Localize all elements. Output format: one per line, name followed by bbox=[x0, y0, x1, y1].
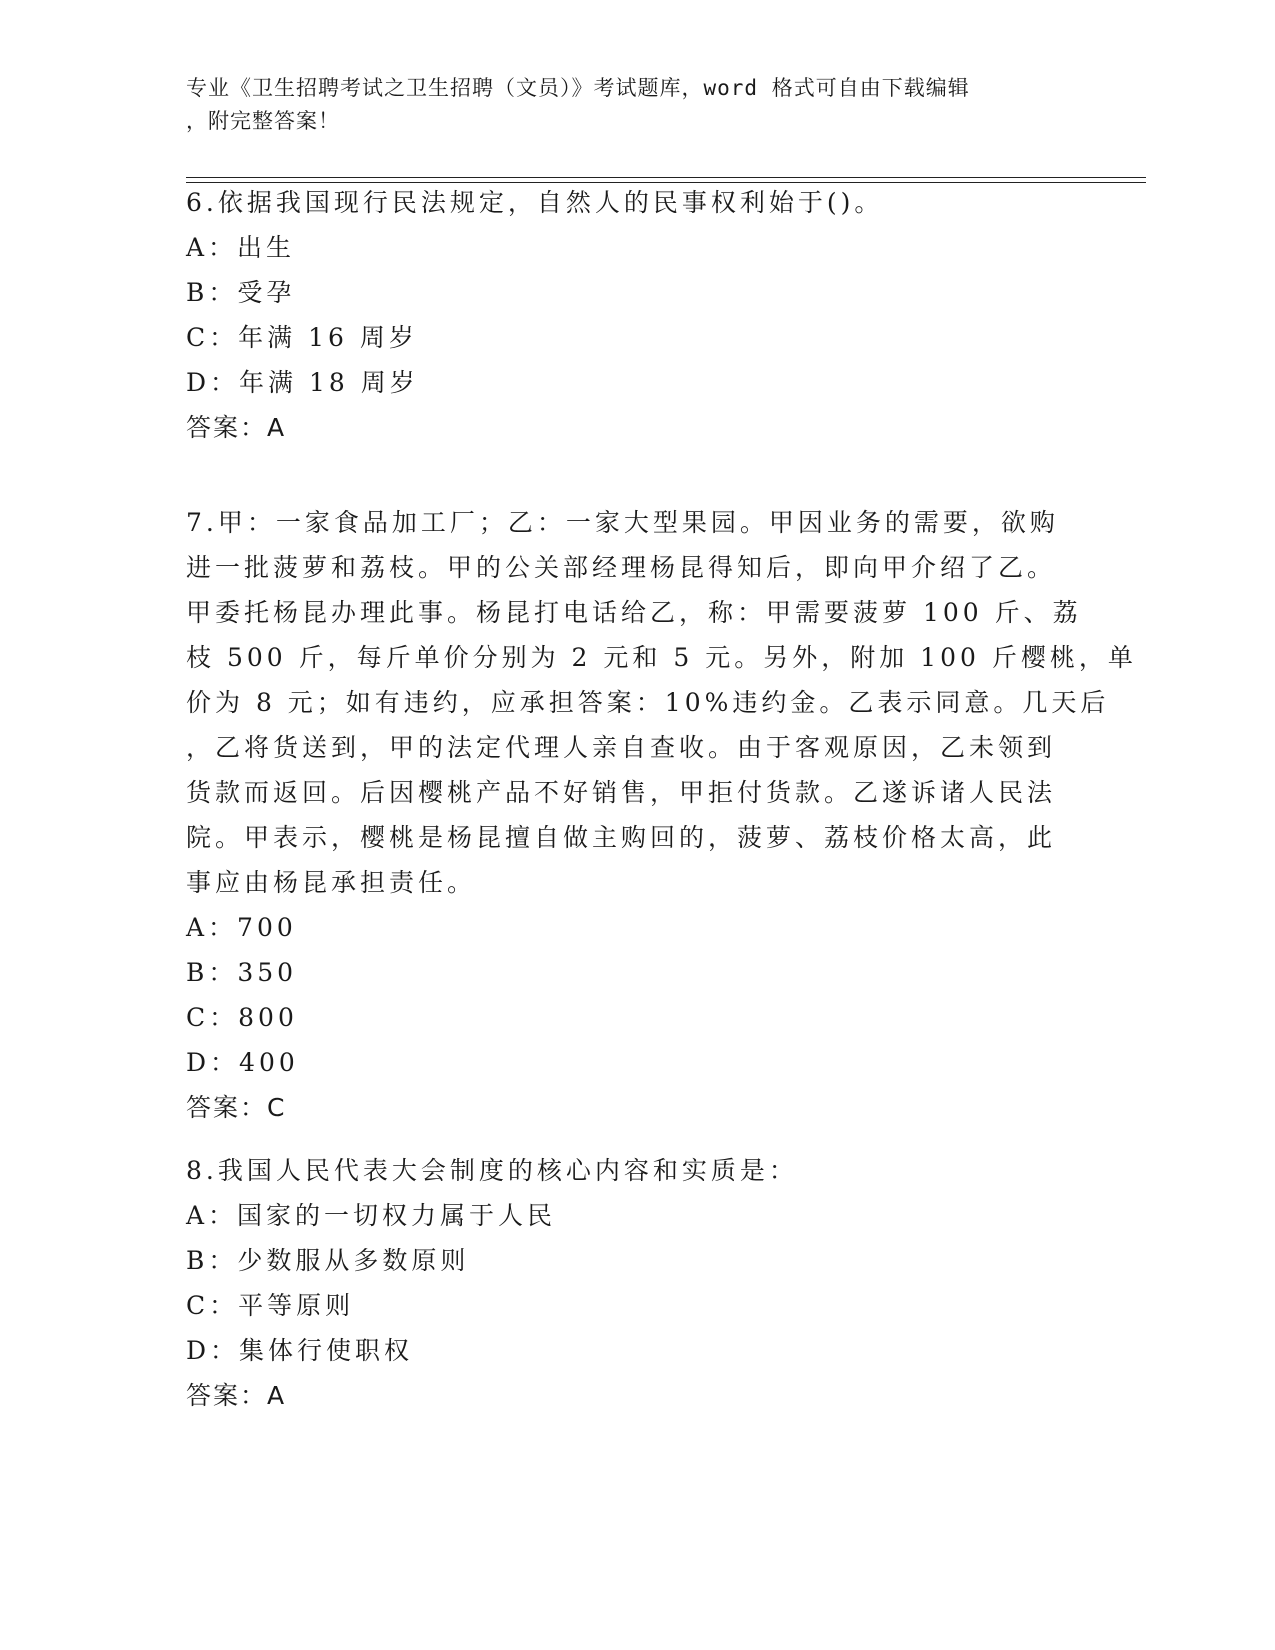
option-a: A：出生 bbox=[186, 233, 296, 262]
option-d: D：年满 18 周岁 bbox=[186, 368, 419, 397]
question-8 bbox=[186, 1148, 1086, 1418]
option-a: A：700 bbox=[186, 913, 297, 942]
header-line-1: 专业《卫生招聘考试之卫生招聘（文员）》考试题库，word 格式可自由下载编辑 bbox=[186, 76, 970, 100]
question-stem-line: 枝 500 斤，每斤单价分别为 2 元和 5 元。另外，附加 100 斤樱桃，单 bbox=[186, 643, 1137, 672]
option-d: D：集体行使职权 bbox=[186, 1336, 414, 1365]
option-c: C：800 bbox=[186, 1003, 298, 1032]
option-a: A：国家的一切权力属于人民 bbox=[186, 1201, 557, 1230]
question-stem-line: 货款而返回。后因樱桃产品不好销售，甲拒付货款。乙遂诉诸人民法 bbox=[186, 778, 1057, 807]
option-c: C：年满 16 周岁 bbox=[186, 323, 418, 352]
question-stem-line: 8.我国人民代表大会制度的核心内容和实质是： bbox=[186, 1156, 798, 1185]
question-stem-line: 7.甲：一家食品加工厂；乙：一家大型果园。甲因业务的需要，欲购 bbox=[186, 508, 1059, 537]
header-divider-top bbox=[186, 177, 1146, 178]
question-stem-line: 价为 8 元；如有违约，应承担答案：10%违约金。乙表示同意。几天后 bbox=[186, 688, 1110, 717]
option-d: D：400 bbox=[186, 1048, 299, 1077]
question-stem-line: 院。甲表示，樱桃是杨昆擅自做主购回的，菠萝、荔枝价格太高，此 bbox=[186, 823, 1057, 852]
question-6 bbox=[186, 180, 1086, 450]
answer-label: 答案：A bbox=[186, 413, 287, 442]
option-b: B：350 bbox=[186, 958, 298, 987]
question-stem-line: 事应由杨昆承担责任。 bbox=[186, 868, 477, 897]
question-stem-line: ，乙将货送到，甲的法定代理人亲自查收。由于客观原因，乙未领到 bbox=[186, 733, 1057, 762]
answer-label: 答案：C bbox=[186, 1093, 287, 1122]
header-line-2: ，附完整答案！ bbox=[186, 109, 340, 133]
question-stem-line: 6.依据我国现行民法规定，自然人的民事权利始于()。 bbox=[186, 188, 884, 217]
answer-label: 答案：A bbox=[186, 1381, 287, 1410]
option-b: B：受孕 bbox=[186, 278, 296, 307]
option-b: B：少数服从多数原则 bbox=[186, 1246, 470, 1275]
document-header bbox=[186, 72, 1066, 138]
option-c: C：平等原则 bbox=[186, 1291, 355, 1320]
question-7 bbox=[186, 500, 1137, 1130]
question-stem-line: 甲委托杨昆办理此事。杨昆打电话给乙，称：甲需要菠萝 100 斤、荔 bbox=[186, 598, 1082, 627]
question-stem-line: 进一批菠萝和荔枝。甲的公关部经理杨昆得知后，即向甲介绍了乙。 bbox=[186, 553, 1057, 582]
